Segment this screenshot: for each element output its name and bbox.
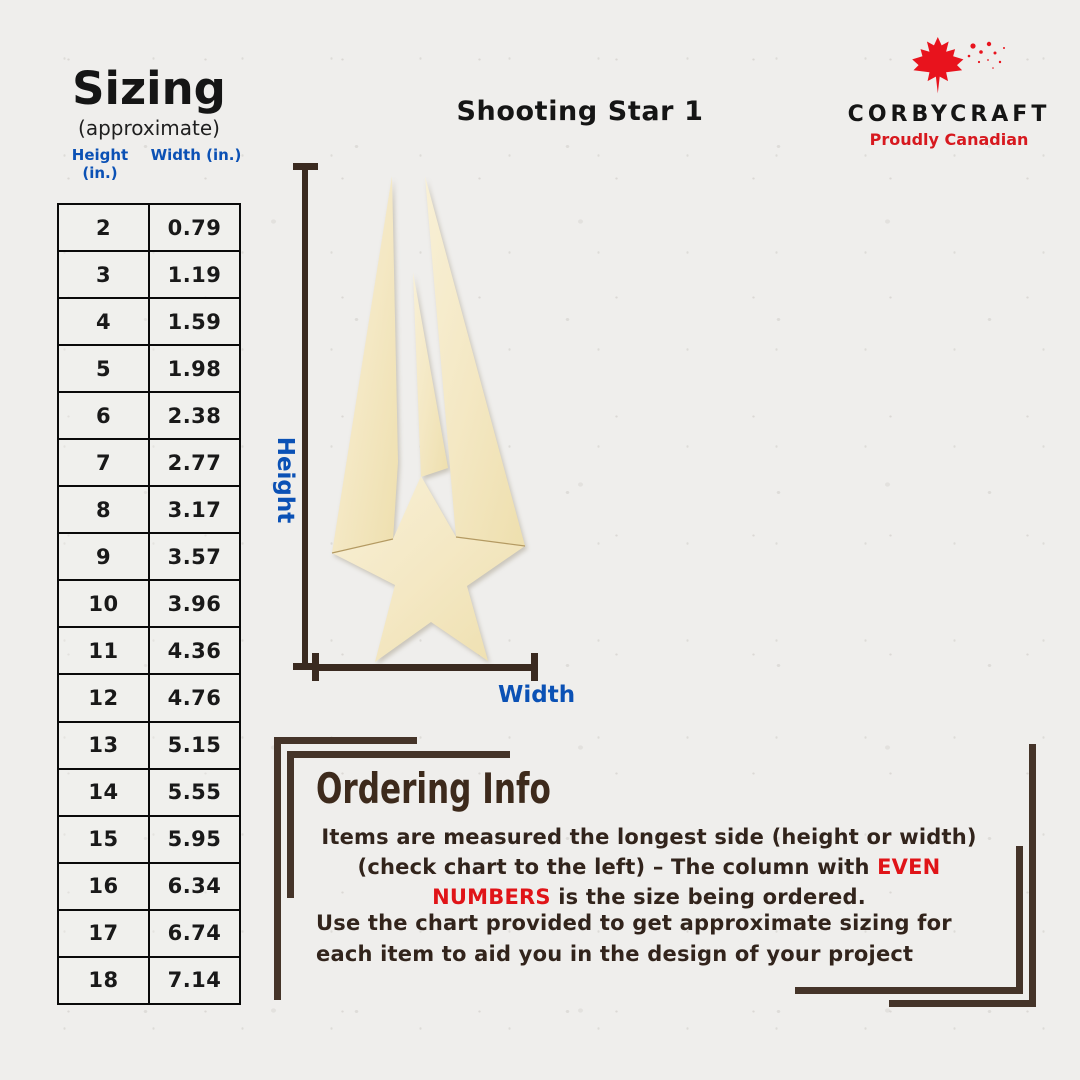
size-cell-height: 11: [58, 627, 149, 674]
table-row: [58, 769, 240, 816]
size-cell-height: 15: [58, 816, 149, 863]
table-row: [58, 957, 240, 1004]
ordering-info-heading: Ordering Info: [316, 764, 551, 813]
column-header-width: Width (in.): [150, 146, 242, 164]
star-trail-left: [332, 176, 398, 553]
table-row: [58, 816, 240, 863]
width-label: Width: [498, 682, 576, 708]
table-row: [58, 580, 240, 627]
size-cell-height: 5: [58, 345, 149, 392]
shooting-star-cutout: [318, 163, 534, 675]
size-cell-height: 2: [58, 204, 149, 251]
size-cell-height: 8: [58, 486, 149, 533]
table-row: [58, 863, 240, 910]
size-cell-height: 14: [58, 769, 149, 816]
size-cell-width: 5.55: [149, 769, 240, 816]
size-cell-width: 4.76: [149, 674, 240, 721]
size-cell-width: 2.38: [149, 392, 240, 439]
brand-block: [843, 36, 1055, 149]
ordering-paragraph-2: Use the chart provided to get approximate sizing for each item to aid you in the design of your project: [316, 911, 952, 966]
sizing-title: Sizing: [72, 62, 226, 115]
size-cell-width: 3.17: [149, 486, 240, 533]
size-cell-height: 4: [58, 298, 149, 345]
size-cell-width: 6.74: [149, 910, 240, 957]
size-cell-width: 7.14: [149, 957, 240, 1004]
maple-leaf-icon: [843, 36, 1055, 96]
bracket-topleft-outer-v: [274, 737, 281, 1000]
star-trail-right: [425, 176, 525, 546]
size-cell-width: 2.77: [149, 439, 240, 486]
table-row: [58, 627, 240, 674]
bracket-bottomright-inner-v: [1016, 846, 1023, 994]
height-dimension-line: [302, 165, 308, 670]
table-row: [58, 298, 240, 345]
table-row: [58, 486, 240, 533]
size-cell-height: 17: [58, 910, 149, 957]
size-cell-width: 5.95: [149, 816, 240, 863]
bracket-bottomright-outer-h: [889, 1000, 1036, 1007]
column-header-height: Height (in.): [71, 146, 129, 182]
table-row: [58, 439, 240, 486]
size-cell-width: 3.96: [149, 580, 240, 627]
table-row: [58, 251, 240, 298]
height-label: Height: [272, 436, 298, 524]
p1-highlight: EVEN NUMBERS: [432, 855, 941, 910]
ordering-paragraph-1: [303, 822, 995, 912]
brand-name: CORBYCRAFT: [847, 102, 1051, 127]
size-cell-width: 6.34: [149, 863, 240, 910]
size-cell-width: 4.36: [149, 627, 240, 674]
size-cell-height: 6: [58, 392, 149, 439]
table-row: [58, 345, 240, 392]
p1-after: is the size being ordered.: [550, 885, 866, 910]
brand-tagline: Proudly Canadian: [869, 130, 1029, 149]
sizing-subtitle: (approximate): [78, 116, 220, 140]
size-cell-height: 7: [58, 439, 149, 486]
size-cell-height: 10: [58, 580, 149, 627]
table-row: [58, 204, 240, 251]
size-cell-width: 5.15: [149, 722, 240, 769]
table-row: [58, 910, 240, 957]
size-cell-height: 16: [58, 863, 149, 910]
size-cell-width: 1.98: [149, 345, 240, 392]
table-row: [58, 722, 240, 769]
size-cell-width: 3.57: [149, 533, 240, 580]
size-cell-height: 12: [58, 674, 149, 721]
table-row: [58, 674, 240, 721]
size-cell-height: 9: [58, 533, 149, 580]
table-row: [58, 533, 240, 580]
bracket-topleft-inner-v: [287, 751, 294, 898]
size-table-body: [58, 204, 240, 1004]
p1-before: Items are measured the longest side (height or width) (check chart to the left) – The column with: [321, 825, 977, 880]
bracket-topleft-inner-h: [287, 751, 510, 758]
size-cell-height: 3: [58, 251, 149, 298]
table-row: [58, 392, 240, 439]
bracket-bottomright-inner-h: [795, 987, 1023, 994]
bracket-bottomright-outer-v: [1029, 744, 1036, 1007]
size-cell-width: 1.19: [149, 251, 240, 298]
bracket-topleft-outer-h: [274, 737, 417, 744]
height-dimension-top-cap: [293, 163, 318, 170]
size-cell-width: 1.59: [149, 298, 240, 345]
size-cell-height: 18: [58, 957, 149, 1004]
sizing-table: [57, 203, 241, 1005]
size-cell-height: 13: [58, 722, 149, 769]
product-title: Shooting Star 1: [456, 96, 704, 127]
size-cell-width: 0.79: [149, 204, 240, 251]
